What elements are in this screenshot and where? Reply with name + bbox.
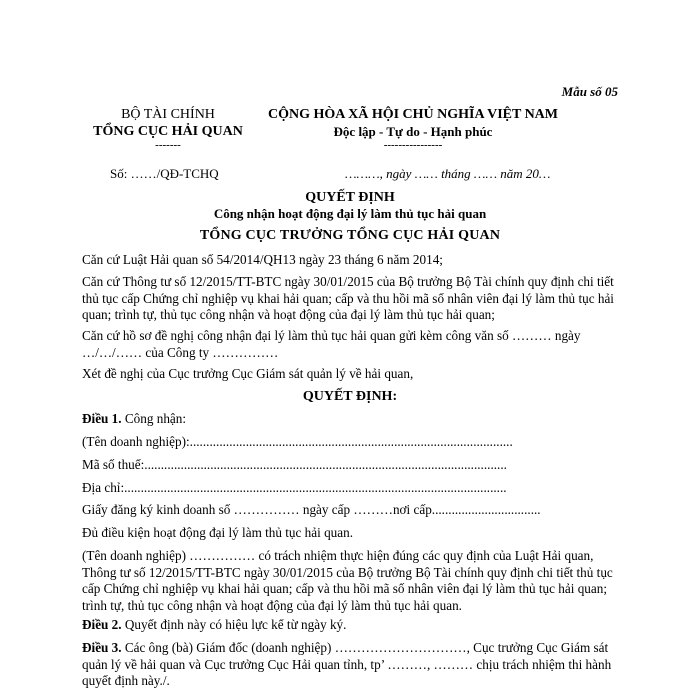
department-name: TỔNG CỤC HẢI QUAN [93,124,243,139]
document-date: ………, ngày …… tháng …… năm 20… [345,166,551,181]
document-title: QUYẾT ĐỊNH [305,190,395,205]
preamble-circular: Căn cứ Thông tư số 12/2015/TT-BTC ngày 30/01/2015 của Bộ trưởng Bộ Tài chính quy định chi tiết thủ tục cấp Chứng chỉ nghiệp vụ khai hải quan; cấp và thu hồi mã số nhân viên đại lý làm thủ tục hải quan; trình tự, thủ tục công nhận và hoạt động của đại lý làm thủ tục hải quan; [82,274,614,322]
eligibility-statement: Đủ điều kiện hoạt động đại lý làm thủ tục hải quan. [82,525,354,540]
form-number: Mẫu số 05 [561,84,618,99]
article-2-text: Quyết định này có hiệu lực kể từ ngày ký. [121,617,347,632]
ministry-name: BỘ TÀI CHÍNH [121,107,215,122]
issuing-authority: TỔNG CỤC TRƯỞNG TỔNG CỤC HẢI QUAN [199,228,501,243]
header-right-divider: ---------------- [383,139,443,151]
preamble-proposal: Xét đề nghị của Cục trưởng Cục Giám sát quản lý về hải quan, [82,366,414,381]
article-3-label: Điều 3. [82,640,122,655]
preamble-dossier: Căn cứ hồ sơ đề nghị công nhận đại lý làm thủ tục hải quan gửi kèm công văn số ……… ngày …/…/…… của Công ty …………… [82,328,581,360]
national-header [248,106,578,151]
article-3-text: Các ông (bà) Giám đốc (doanh nghiệp) …………………………, Cục trưởng Cục Giám sát quản lý về hải quan và Cục trưởng Cục Hải quan tỉnh, tp’ ………, ……… chịu trách nhiệm thi hành quyết định này./. [82,640,612,688]
article-2-label: Điều 2. [82,617,122,632]
preamble-law: Căn cứ Luật Hải quan số 54/2014/QH13 ngày 23 tháng 6 năm 2014; [82,252,443,267]
document-number: Số: ……/QĐ-TCHQ [110,166,219,181]
header-left-divider: ------- [155,139,181,151]
country-name: CỘNG HÒA XÃ HỘI CHỦ NGHĨA VIỆT NAM [267,107,558,122]
field-tax-code: Mã số thuế:.............................................................................................................. [82,457,507,472]
article-1 [82,411,186,427]
decision-heading: QUYẾT ĐỊNH: [302,389,398,404]
national-motto: Độc lập - Tự do - Hạnh phúc [333,124,493,139]
document-subtitle: Công nhận hoạt động đại lý làm thủ tục hải quan [213,206,487,221]
article-1-text: Công nhận: [121,411,187,426]
field-address: Địa chỉ:.................................................................................................................... [82,480,507,495]
field-company-name: (Tên doanh nghiệp):.................................................................................................. [82,434,513,449]
article-1-label: Điều 1. [82,411,122,426]
responsibility-clause: (Tên doanh nghiệp) …………… có trách nhiệm thực hiện đúng các quy định của Luật Hải quan, Thông tư số 12/2015/TT-BTC ngày 30/01/2015 của Bộ trưởng Bộ Tài chính quy định chi tiết thủ tục cấp Chứng chỉ nghiệp vụ khai hải quan; cấp và thu hồi mã số nhân viên đại lý làm thủ tục hải quan; trình tự, thủ tục công nhận và hoạt động của đại lý làm thủ tục hải quan. [82,548,613,613]
issuing-agency-header [82,106,254,151]
field-business-license: Giấy đăng ký kinh doanh số …………… ngày cấp ………nơi cấp................................. [82,502,541,517]
article-2 [82,617,622,634]
article-3 [82,640,622,690]
